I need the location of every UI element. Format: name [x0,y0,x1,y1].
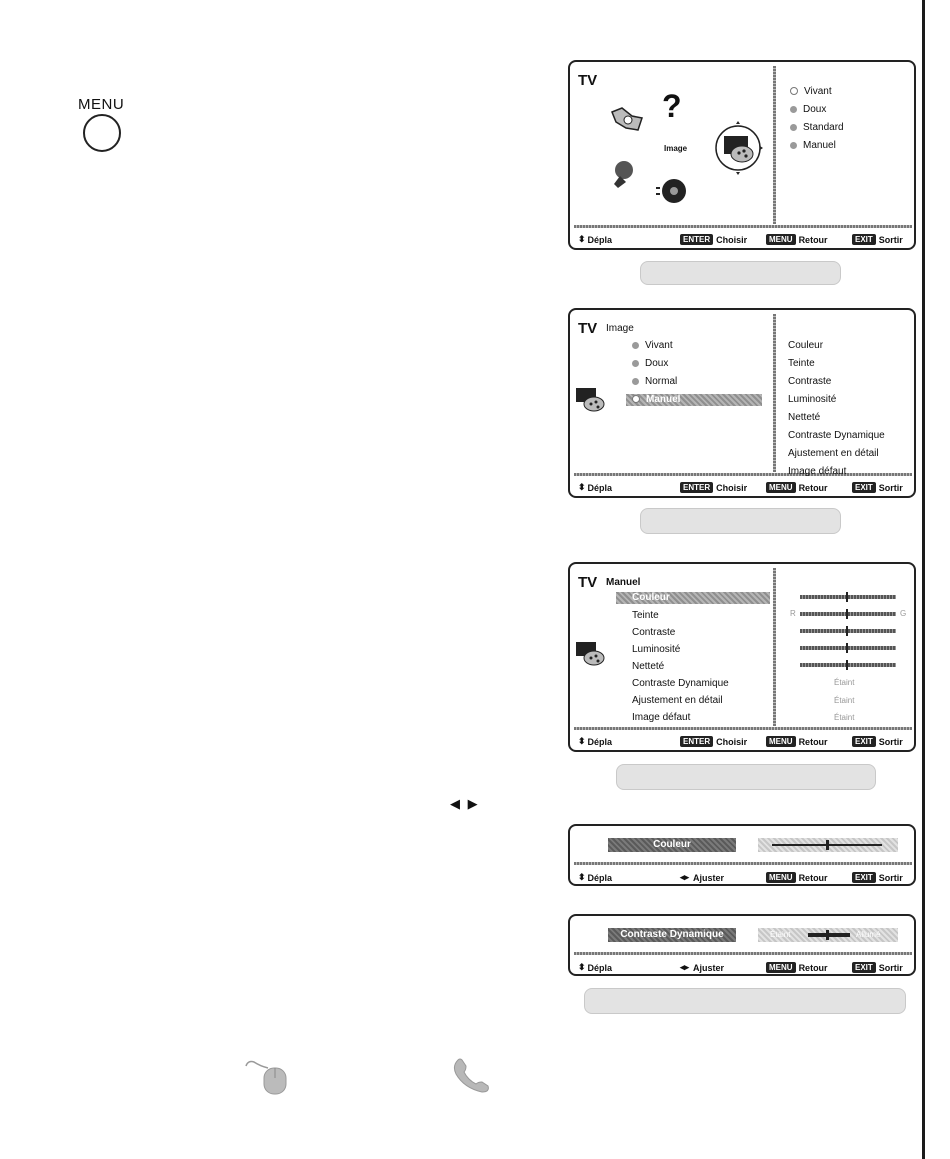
tools-icon [608,102,648,136]
menu-key-icon: MENU [766,482,796,493]
slider-luminosite[interactable] [800,646,896,650]
slider-knob[interactable] [846,626,848,636]
enter-key-icon: ENTER [680,736,713,747]
adjust-label-couleur: Couleur [608,838,736,852]
picture-menu-icon [576,388,606,416]
slider-knob[interactable] [846,643,848,653]
menu-key-icon: MENU [766,234,796,245]
enter-key-icon: ENTER [680,482,713,493]
footer-exit: EXIT Sortir [852,962,903,973]
mode-option-manuel-selected[interactable]: Manuel [626,394,762,406]
screen-contraste-dynamique-adjust [568,914,916,976]
caption-box-1 [640,261,841,285]
slider-teinte[interactable] [800,612,896,616]
manual-item-luminosite[interactable]: Luminosité [632,644,681,655]
enter-key-icon: ENTER [680,234,713,245]
tv-label: TV [578,72,598,89]
mode-option-doux[interactable]: Doux [790,104,826,115]
manual-item-teinte[interactable]: Teinte [632,610,659,621]
mode-option-vivant[interactable]: Vivant [632,340,673,351]
footer-back: MENU Retour [766,872,828,883]
footer-divider [574,225,912,228]
mode-option-standard[interactable]: Standard [790,122,844,133]
adjust-toggle-contraste-dynamique[interactable] [758,928,898,942]
mode-option-doux[interactable]: Doux [632,358,668,369]
mode-option-vivant[interactable]: Vivant [790,86,832,97]
up-down-arrow-icon: ⬍ [578,482,586,492]
toggle-track [808,933,850,937]
left-right-arrow-icon: ◂▸ [680,872,690,882]
tv-label: TV [578,320,598,337]
exit-key-icon: EXIT [852,482,876,493]
footer-exit: EXIT Sortir [852,234,903,245]
picture-menu-icon[interactable] [714,116,774,180]
mode-option-manuel[interactable]: Manuel [790,140,836,151]
manual-item-contraste[interactable]: Contraste [632,627,676,638]
mode-bullet-icon [790,87,798,95]
left-right-arrows-icon: ◀ ▶ [450,796,480,811]
manual-item-couleur-selected[interactable]: Couleur [616,592,770,604]
toggle-knob[interactable] [826,930,829,940]
footer-move: ⬍ Dépla [578,234,613,245]
manual-item-contraste-dynamique[interactable]: Contraste Dynamique [632,678,729,689]
image-menu-label: Image [664,144,688,153]
footer-back: MENU Retour [766,234,828,245]
mode-option-normal[interactable]: Normal [632,376,677,387]
footer-exit: EXIT Sortir [852,872,903,883]
setting-couleur[interactable]: Couleur [788,340,824,351]
footer-choose: ENTER Choisir [680,736,747,747]
setting-teinte[interactable]: Teinte [788,358,815,369]
footer-adjust: ◂▸ Ajuster [680,962,725,973]
phone-icon [452,1058,492,1094]
caption-box-3 [616,764,876,790]
up-down-arrow-icon: ⬍ [578,872,586,882]
red-label: R [790,609,796,618]
menu-button-label: MENU [78,96,125,113]
footer-back: MENU Retour [766,482,828,493]
caption-box-2 [640,508,841,534]
value-contraste-dynamique: Étaint [834,678,855,687]
footer-divider [574,862,912,865]
menu-title: Image [606,323,634,334]
disc-menu-icon [654,176,688,206]
slider-knob[interactable] [846,660,848,670]
screen-manual-menu [568,562,916,752]
help-question-icon: ? [662,88,682,124]
page-vertical-rule [922,0,925,1159]
menu-button-circle [83,114,121,152]
slider-knob[interactable] [826,840,829,850]
setting-image-defaut[interactable]: Image défaut [788,466,847,477]
footer-back: MENU Retour [766,962,828,973]
footer-divider [574,473,912,476]
value-ajustement: Étaint [834,696,855,705]
mode-bullet-icon [790,106,797,113]
footer-choose: ENTER Choisir [680,482,747,493]
slider-nettete[interactable] [800,663,896,667]
setting-luminosite[interactable]: Luminosité [788,394,837,405]
mode-bullet-icon [632,378,639,385]
menu-key-icon: MENU [766,736,796,747]
footer-exit: EXIT Sortir [852,482,903,493]
setting-contraste[interactable]: Contraste [788,376,832,387]
menu-key-icon: MENU [766,962,796,973]
up-down-arrow-icon: ⬍ [578,736,586,746]
slider-knob[interactable] [846,609,848,619]
toggle-option-off[interactable]: Étaint [770,930,791,939]
panel-divider [773,314,776,472]
picture-menu-icon [576,642,606,670]
footer-choose: ENTER Choisir [680,234,747,245]
screen-main-menu [568,60,916,250]
menu-title: Manuel [606,577,641,588]
slider-contraste[interactable] [800,629,896,633]
exit-key-icon: EXIT [852,872,876,883]
footer-move: ⬍ Dépla [578,872,613,883]
footer-move: ⬍ Dépla [578,736,613,747]
value-image-defaut: Étaint [834,713,855,722]
footer-back: MENU Retour [766,736,828,747]
mode-bullet-icon [632,395,640,403]
adjust-label-contraste-dynamique: Contraste Dynamique [608,928,736,942]
setting-ajustement[interactable]: Ajustement en détail [788,448,879,459]
panel-divider [773,568,776,726]
mouse-icon [244,1058,288,1096]
slider-couleur[interactable] [800,595,896,599]
manual-item-nettete[interactable]: Netteté [632,661,665,672]
screen-couleur-adjust [568,824,916,886]
mode-bullet-icon [790,142,797,149]
mode-bullet-icon [632,342,639,349]
left-right-arrow-icon: ◂▸ [680,962,690,972]
exit-key-icon: EXIT [852,736,876,747]
footer-move: ⬍ Dépla [578,482,613,493]
green-label: G [900,609,907,618]
tv-label: TV [578,574,598,591]
mode-bullet-icon [790,124,797,131]
exit-key-icon: EXIT [852,234,876,245]
adjust-slider-couleur[interactable] [758,838,898,852]
up-down-arrow-icon: ⬍ [578,962,586,972]
setting-contraste-dynamique[interactable]: Contraste Dynamique [788,430,885,441]
menu-key-icon: MENU [766,872,796,883]
caption-box-4 [584,988,906,1014]
sound-menu-icon [608,158,638,190]
footer-adjust: ◂▸ Ajuster [680,872,725,883]
screen-image-menu [568,308,916,498]
footer-move: ⬍ Dépla [578,962,613,973]
manual-item-image-defaut[interactable]: Image défaut [632,712,691,723]
up-down-arrow-icon: ⬍ [578,234,586,244]
footer-divider [574,727,912,730]
footer-divider [574,952,912,955]
footer-exit: EXIT Sortir [852,736,903,747]
menu-remote-button[interactable] [78,96,128,156]
manual-item-ajustement[interactable]: Ajustement en détail [632,695,723,706]
setting-nettete[interactable]: Netteté [788,412,821,423]
mode-bullet-icon [632,360,639,367]
slider-knob[interactable] [846,592,848,602]
toggle-option-on[interactable]: Allumé [856,930,881,939]
exit-key-icon: EXIT [852,962,876,973]
